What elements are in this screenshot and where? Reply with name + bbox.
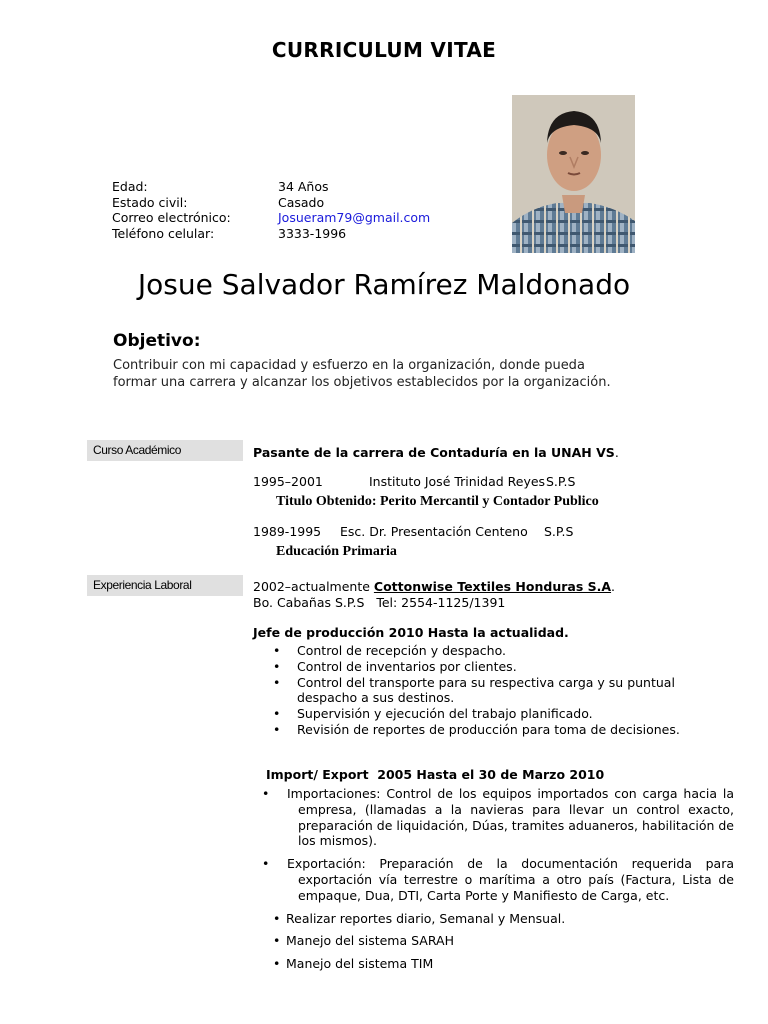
full-name: Josue Salvador Ramírez Maldonado xyxy=(137,268,631,301)
company-address: Bo. Cabañas S.P.S Tel: 2554-1125/1391 xyxy=(253,595,506,610)
duty-item: • Exportación: Preparación de la documentación requerida para exportación vía terrestre o marítima a otro país (Factura, Lista de empaque, Dua, DTI, Carta Porte y Manifiesto de Carga, etc. xyxy=(253,856,734,903)
education-degree: Titulo Obtenido: Perito Mercantil y Contador Publico xyxy=(276,494,599,509)
info-row-email xyxy=(112,210,430,226)
info-row-phone xyxy=(112,226,430,242)
document-title: CURRICULUM VITAE xyxy=(271,38,497,62)
current-studies xyxy=(253,445,619,460)
employment-period: 2002–actualmente xyxy=(253,579,374,594)
info-label: Estado civil: xyxy=(112,194,188,210)
education-city: S.P.S xyxy=(546,474,576,489)
section-label-education: Curso Académico xyxy=(87,440,243,461)
education-school: Esc. Dr. Presentación Centeno xyxy=(340,524,528,539)
education-city: S.P.S xyxy=(544,524,574,539)
education-years: 1989-1995 xyxy=(253,524,322,539)
punctuation: . xyxy=(611,579,616,594)
info-label: Teléfono celular: xyxy=(112,225,215,241)
duty-item: • Revisión de reportes de producción para toma de decisiones. xyxy=(253,722,693,738)
objective-text xyxy=(113,357,673,391)
duty-list xyxy=(253,643,693,738)
duty-item: • Importaciones: Control de los equipos importados con carga hacia la empresa, (llamadas a la navieras para llevar un control exacto, preparación de liquidación, Dúas, tramites aduaneros, habilitación de los mismos). xyxy=(253,786,734,849)
education-years: 1995–2001 xyxy=(253,474,323,489)
duty-item: • Control del transporte para su respectiva carga y su puntual despacho a sus destinos. xyxy=(253,675,693,707)
punctuation: . xyxy=(614,445,619,460)
education-entry xyxy=(253,474,673,490)
duty-list xyxy=(253,786,734,979)
employment-line xyxy=(253,579,615,594)
info-label: Edad: xyxy=(112,179,148,194)
objective-line: formar una carrera y alcanzar los objetivos establecidos por la organización. xyxy=(113,375,611,390)
education-entry xyxy=(253,524,673,540)
duty-item: • Control de recepción y despacho. xyxy=(253,643,693,659)
duty-item: • Supervisión y ejecución del trabajo planificado. xyxy=(253,706,693,722)
duty-item: • Manejo del sistema SARAH xyxy=(253,933,734,949)
education-degree: Educación Primaria xyxy=(276,544,397,559)
duty-item: • Manejo del sistema TIM xyxy=(253,956,734,972)
profile-photo xyxy=(512,95,635,253)
duty-item: • Realizar reportes diario, Semanal y Mensual. xyxy=(253,911,734,927)
job-title: Jefe de producción 2010 Hasta la actualidad. xyxy=(253,625,569,640)
info-value: Casado xyxy=(278,194,325,210)
info-value: 34 Años xyxy=(278,179,329,194)
info-row-age xyxy=(112,179,430,195)
personal-info xyxy=(112,179,430,241)
info-label: Correo electrónico: xyxy=(112,210,231,225)
company-name: Cottonwise Textiles Honduras S.A xyxy=(373,579,612,594)
info-row-civil-status xyxy=(112,195,430,211)
email-link[interactable]: Josueram79@gmail.com xyxy=(278,210,431,225)
portrait-illustration xyxy=(512,95,635,253)
info-value: 3333-1996 xyxy=(278,225,347,241)
education-school: Instituto José Trinidad Reyes xyxy=(369,474,546,489)
objective-line: Contribuir con mi capacidad y esfuerzo en la organización, donde pueda xyxy=(113,358,585,373)
job-title: Import/ Export 2005 Hasta el 30 de Marzo 2010 xyxy=(266,767,605,782)
section-label-experience: Experiencia Laboral xyxy=(87,575,243,596)
objective-heading: Objetivo: xyxy=(113,331,201,351)
current-studies-text: Pasante de la carrera de Contaduría en la UNAH VS xyxy=(253,445,615,460)
duty-item: • Control de inventarios por clientes. xyxy=(253,659,693,675)
